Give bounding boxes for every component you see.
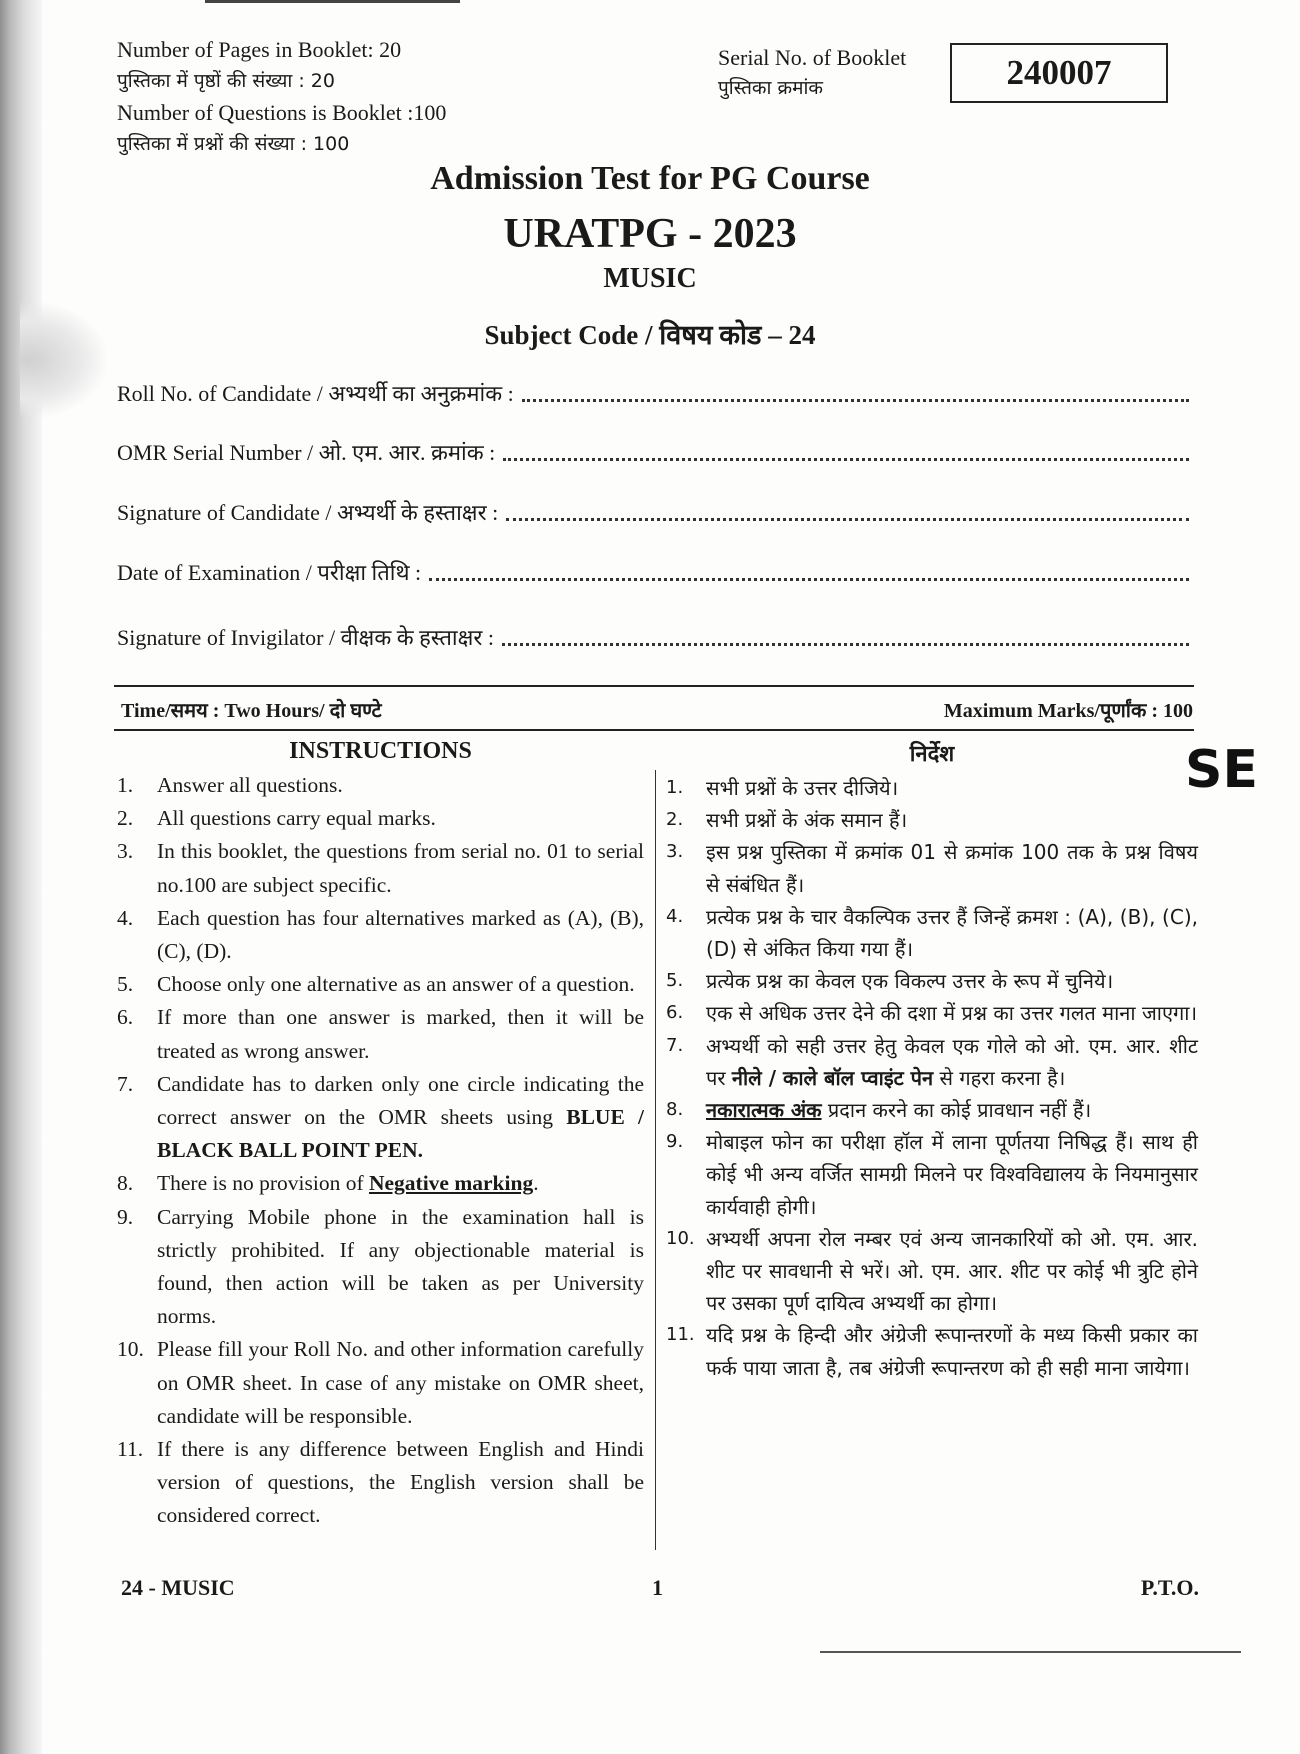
list-item [666,1223,1198,1320]
item-text: अभ्यर्थी को सही उत्तर हेतु केवल एक गोले को ओ. एम. आर. शीट पर [706,1033,1198,1090]
column-separator [655,770,656,1550]
list-item [117,1167,644,1200]
item-number: 11. [666,1324,695,1346]
page-title: Admission Test for PG Course [430,160,870,197]
item-text-bold: BLUE / BLACK BALL POINT PEN. [157,1105,645,1163]
instructions-hi-list [666,772,1198,1384]
item-text: Choose only one alternative as an answer of a question. [157,972,635,997]
booklet-meta [117,34,446,160]
list-item [666,836,1198,900]
item-number: 8. [666,1099,684,1121]
item-text: Answer all questions. [157,773,343,797]
item-number: 11. [117,1437,144,1462]
max-marks: Maximum Marks/पूर्णांक : 100 [943,700,1193,722]
item-number: 10. [117,1337,144,1362]
item-text: इस प्रश्न पुस्तिका में क्रमांक 01 से क्रमांक 100 तक के प्रश्न विषय से संबंधित हैं। [706,840,1198,897]
instructions-hi [666,738,1198,1384]
item-number: 7. [117,1071,134,1096]
exam-time: Time/समय : Two Hours/ दो घण्टे [121,700,382,722]
item-text: अभ्यर्थी अपना रोल नम्बर एवं अन्य जानकारियों को ओ. एम. आर. शीट पर सावधानी से भरें। ओ. एम. आर. शीट पर कोई भी त्रुटि होने पर उसका पूर्ण दायित्व अभ्यर्थी का होगा। [706,1226,1198,1316]
item-number: 9. [666,1131,684,1153]
item-text-bold: नकारात्मक अंक [706,1098,822,1123]
item-text-after: से गहरा करना है। [939,1065,1066,1090]
item-text: There is no provision of [157,1171,364,1196]
item-number: 6. [666,1002,684,1024]
candidate-signature-label: Signature of Candidate / अभ्यर्थी के हस्ताक्षर : [117,500,499,525]
item-text-bold: नीले / काले बॉल प्वाइंट पेन [731,1065,934,1090]
list-item [117,1068,644,1168]
list-item [666,1094,1198,1126]
item-text-wrap [157,1068,644,1168]
omr-serial-line[interactable] [503,458,1189,461]
serial-label-hi: पुस्तिका क्रमांक [718,77,823,99]
item-text-after: . [533,1171,539,1196]
list-item [117,835,644,901]
questions-en: Number of Questions is Booklet :100 [117,100,447,125]
item-number: 5. [666,970,684,992]
candidate-signature-field[interactable] [117,497,1189,527]
item-text-wrap [157,1167,644,1200]
footer-subject: 24 - MUSIC [121,1575,235,1600]
list-item [666,997,1198,1029]
candidate-signature-line[interactable] [506,518,1189,521]
item-number: 2. [117,806,134,831]
item-text: If there is any difference between English and Hindi version of questions, the English version shall be considered correct. [157,1437,644,1528]
invigilator-signature-line[interactable] [502,643,1189,646]
serial-number-box: 240007 [950,43,1168,103]
pages-hi: पुस्तिका में पृष्ठों की संख्या : 20 [117,69,335,92]
invigilator-signature-label: Signature of Invigilator / वीक्षक के हस्ताक्षर : [117,625,494,650]
item-text: प्रत्येक प्रश्न के चार वैकल्पिक उत्तर हैं जिन्हें क्रमश : (A), (B), (C), (D) से अंकित किया गया हैं। [706,904,1198,962]
item-number: 1. [666,777,684,798]
serial-label-en: Serial No. of Booklet [718,45,907,70]
item-number: 9. [117,1204,134,1229]
item-text: यदि प्रश्न के हिन्दी और अंग्रेजी रूपान्तरणों के मध्य किसी प्रकार का फर्क पाया जाता है, तब अंग्रेजी रूपान्तरण को ही सही माना जायेगा। [706,1323,1198,1380]
omr-serial-label: OMR Serial Number / ओ. एम. आर. क्रमांक : [117,440,496,465]
roll-no-label: Roll No. of Candidate / अभ्यर्थी का अनुक्रमांक : [117,381,514,406]
instructions-en-heading: INSTRUCTIONS [289,738,472,764]
item-text: प्रत्येक प्रश्न का केवल एक विकल्प उत्तर के रूप में चुनिये। [706,969,1114,994]
exam-date-field[interactable] [117,557,1189,587]
item-text: मोबाइल फोन का परीक्षा हॉल में लाना पूर्णतया निषिद्ध हैं। साथ ही कोई भी अन्य वर्जित सामग्री मिलने पर विश्वविद्यालय के नियमानुसार कार्यवाही होगी। [706,1130,1198,1219]
item-number: 2. [666,809,684,831]
pto-label: P.T.O. [1140,1575,1199,1600]
subject-name: MUSIC [603,263,697,294]
item-text-wrap [706,1094,1198,1126]
list-item [117,1201,644,1334]
list-item [117,802,644,835]
top-rule [205,0,460,3]
instructions-en-list [117,769,644,1533]
item-text: एक से अधिक उत्तर देने की दशा में प्रश्न का उत्तर गलत माना जाएगा। [706,1001,1198,1026]
item-number: 1. [117,773,134,797]
list-item [666,1126,1198,1223]
instructions-hi-heading: निर्देश [909,742,955,767]
exam-name: URATPG - 2023 [503,211,797,257]
divider-bottom [114,729,1194,731]
item-number: 3. [117,839,134,864]
item-number: 5. [117,972,134,997]
page-number: 1 [652,1575,663,1600]
item-text: Each question has four alternatives marked as (A), (B), (C), (D). [157,905,644,964]
list-item [666,804,1198,836]
item-text: Candidate has to darken only one circle indicating the correct answer on the OMR sheets using [157,1071,644,1130]
roll-no-field[interactable] [117,378,1189,408]
item-text: All questions carry equal marks. [157,806,436,831]
exam-date-label: Date of Examination / परीक्षा तिथि : [117,560,422,585]
pages-en: Number of Pages in Booklet: 20 [117,37,402,62]
item-number: 10. [666,1227,695,1249]
item-text: Carrying Mobile phone in the examination hall is strictly prohibited. If any objectionable material is found, then action will be taken as per University norms. [157,1204,644,1329]
instructions-en [117,738,644,1533]
item-text: If more than one answer is marked, then it will be treated as wrong answer. [157,1005,644,1063]
item-text: सभी प्रश्नों के अंक समान हैं। [706,808,908,833]
item-text-after: प्रदान करने का कोई प्रावधान नहीं हैं। [827,1098,1092,1123]
list-item [666,965,1198,997]
item-text-bold: Negative marking [368,1171,534,1196]
list-item [666,1030,1198,1094]
item-text: In this booklet, the questions from serial no. 01 to serial no.100 are subject specific. [157,839,644,897]
list-item [666,1319,1198,1383]
subject-code: Subject Code / विषय कोड – 24 [484,320,816,350]
exam-date-line[interactable] [429,578,1189,581]
item-number: 3. [666,841,684,863]
item-number: 7. [666,1034,684,1056]
list-item [666,901,1198,965]
roll-no-line[interactable] [522,399,1189,402]
list-item [117,1001,644,1067]
item-text: Please fill your Roll No. and other information carefully on OMR sheet. In case of any mistake on OMR sheet, candidate will be responsible. [157,1337,644,1428]
divider-top [114,685,1194,687]
list-item [117,902,644,968]
list-item [117,769,644,802]
omr-serial-field[interactable] [117,437,1189,467]
side-mark-text: SE [1185,740,1258,800]
item-number: 6. [117,1005,134,1030]
invigilator-signature-field[interactable] [117,622,1189,652]
item-number: 8. [117,1171,134,1196]
serial-label [718,42,906,104]
list-item [666,772,1198,804]
item-number: 4. [117,905,134,930]
list-item [117,1333,644,1433]
item-text: सभी प्रश्नों के उत्तर दीजिये। [706,776,899,800]
list-item [117,968,644,1001]
list-item [117,1433,644,1533]
item-number: 4. [666,905,684,927]
bottom-rule [820,1651,1241,1653]
item-text-wrap [706,1030,1198,1094]
questions-hi: पुस्तिका में प्रश्नों की संख्या : 100 [117,132,350,155]
